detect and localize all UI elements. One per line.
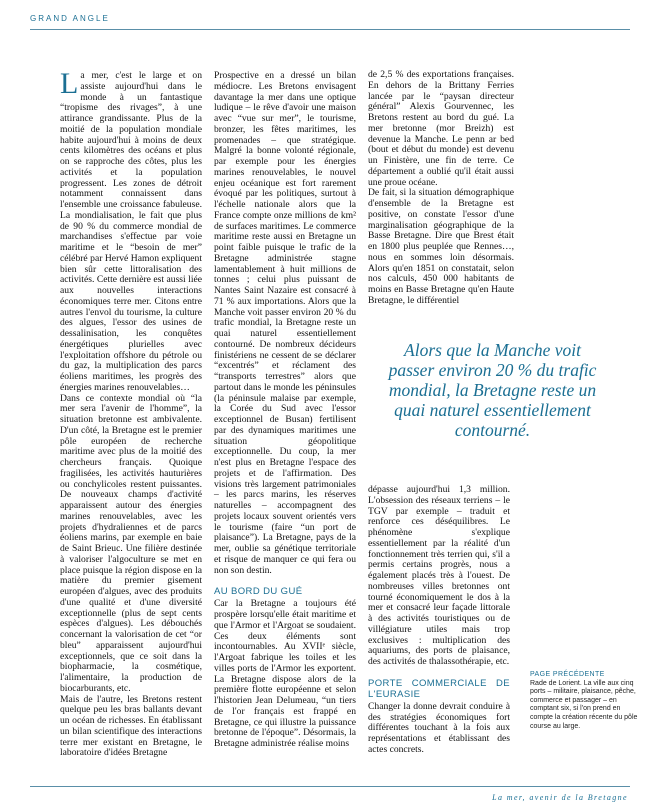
photo-caption (530, 671, 638, 731)
paragraph: Dans ce contexte mondial où “la mer sera l'avenir de l'homme”, la situation bretonne est ambivalente. D'un côté, la Bretagne est le premier pôle européen de recherche maritime avec plus de la moitié des chercheurs français. Quoique fragilisées, les activités hauturières ou conchylicoles restent puissantes. De nouveaux champs d'activité apparaissent autour des énergies marines renouvelables, avec les projets d'hydraliennes et de parcs éoliens marins, par exemple en baie de Saint Brieuc. Une filière destinée à valoriser l'algoculture se met en place puisque la région dispose en la matière du premier gisement européen d'algues, avec des produits d'une qualité et d'une diversité exceptionnelle (plus de sept cents espèces d'algues). Les débouchés concernant la valorisation de cet “or bleu” apparaissent aujourd'hui exceptionnels, que ce soit dans la biopharmacie, la cosmétique, l'alimentaire, la production de biocarburants, etc. (60, 392, 202, 694)
drop-cap: L (60, 67, 79, 100)
subheading-porte-commerciale: PORTE COMMERCIALE DE L'EURASIE (368, 677, 510, 700)
running-head: GRAND ANGLE (30, 14, 110, 23)
paragraph: Changer la donne devrait conduire à des stratégies économiques fort différentes touchant à la fois aux représentations et établissant des actes concrets. (368, 700, 510, 755)
bottom-rule (30, 786, 630, 787)
paragraph: Car la Bretagne a toujours été prospère lorsqu'elle était maritime et que l'Armor et l'Argoat se soudaient. Ces deux éléments sont incontournables. Au XVIIᵉ siècle, l'Argoat fabrique les toiles et les villes ports de l'Armor les exportent. La Bretagne dispose alors de la première flotte européenne et selon l'historien Jean Delumeau, “un tiers de l'or français est frappé en Bretagne, ce qui illustre la puissance bretonne de l'époque”. Désormais, la Bretagne administrée réalise moins (214, 598, 356, 749)
column-1 (60, 67, 202, 759)
caption-title: PAGE PRÉCÉDENTE (530, 671, 605, 678)
subheading-au-bord-du-gue: AU BORD DU GUÉ (214, 586, 303, 598)
pull-quote: Alors que la Manche voit passer environ 20 % du trafic mondial, la Bretagne reste un quai naturel essentiellement contourné. (388, 340, 597, 440)
paragraph: de 2,5 % des exportations françaises. En dehors de la Brittany Ferries lancée par le “paysan directeur général” Alexis Gourvennec, les Bretons restent au bord du gué. La mer bretonne (mor Breizh) est devenue la Manche. Le penn ar bed (bout et début du monde) est devenu un Finistère, une fin de terre. Ce département a oublié qu'il était aussi une proue océane. (368, 69, 514, 188)
caption-text: Rade de Lorient. La ville aux cinq ports – militaire, plaisance, pêche, commerce et passager – en comptant six, si l'on prend en compte la création récente du pôle course au large. (530, 679, 638, 730)
top-rule (30, 29, 630, 30)
paragraph-text: a mer, c'est le large et on assiste aujourd'hui dans le monde à un fantastique “tropisme des rivages”, à une attirance grandissante. Plus de la moitié de la population mondiale habite aujourd'hui à moins de deux cents kilomètres des océans et plus on se rapproche des côtes, plus les activités et la population progressent. Les zones de détroit notamment connaissent dans l'ensemble une croissance fabuleuse. La mondialisation, le fait que plus de 90 % du commerce mondial de marchandises s'effectue par voie maritime et le “besoin de mer” célébré par Hervé Hamon expliquent bien sûr cette littoralisation des activités. Cette dernière est aussi liée aux nouvelles interactions économiques terre mer. Citons entre autres l'envol du tourisme, la culture des algues, l'essor des usines de dessalinisation, les conquêtes énergétiques plurielles avec l'exploitation offshore du pétrole ou du gaz, la multiplication des parcs éoliens maritimes, les progrès des énergies marines renouvelables… (60, 70, 202, 393)
column-2 (214, 71, 356, 750)
column-3-bottom (368, 485, 510, 756)
paragraph: Prospective en a dressé un bilan médiocre. Les Bretons envisagent davantage la mer dans une optique ludique – le rêve d'avoir une maison avec “vue sur mer”, le tourisme, bronzer, les fêtes maritimes, les promenades – que stratégique. Malgré la bonne volonté régionale, par exemple pour les énergies marines renouvelables, le nouvel enjeu océanique est fort rarement évoqué par les politiques, surtout à l'échelle nationale alors que la France compte onze millions de km² de surfaces maritimes. Le commerce maritime reste aussi en Bretagne un point faible puisque le trafic de la Bretagne administrée stagne lamentablement à huit millions de tonnes ; celui plus puissant de Nantes Saint Nazaire est consacré à 71 % aux importations. Alors que la Manche voit passer environ 20 % du trafic mondial, la Bretagne reste un quai naturel essentiellement contourné. De nombreux décideurs finistériens ne cessent de se déclarer “excentrés” et réclament des “transports terrestres” alors que partout dans le monde les péninsules (la péninsule malaise par exemple, la Corée du Sud avec l'essor exceptionnel de Busan) fertilisent par des dynamiques maritimes une situation géopolitique exceptionnelle. Du coup, la mer n'est plus en Bretagne l'espace des projets et de l'affirmation. Des visions très largement patrimoniales – les parcs marins, les réserves naturelles – accompagnent des projets locaux souvent orientés vers le tourisme (faire “un port de plaisance”). La Bretagne, pays de la mer, oublie sa génétique territoriale et risque de manquer ce qui fera ou non son destin. (214, 70, 356, 576)
paragraph: Mais de l'autre, les Bretons restent quelque peu les bras ballants devant un océan de richesses. En établissant un bilan scientifique des interactions terre mer existant en Bretagne, le laboratoire d'idées Bretagne (60, 693, 202, 759)
column-3-top (368, 70, 514, 307)
running-footer: La mer, avenir de la Bretagne (492, 793, 628, 802)
paragraph: De fait, si la situation démographique d'ensemble de la Bretagne est positive, on constate l'essor d'une marginalisation géographique de la Basse Bretagne. Dire que Brest était en 1800 plus peuplée que Rennes…, nous en sommes loin désormais. Alors qu'en 1851 on constatait, selon nos calculs, 450 000 habitants de moins en Basse Bretagne qu'en Haute Bretagne, le différentiel (368, 187, 514, 306)
paragraph (60, 67, 202, 394)
paragraph: dépasse aujourd'hui 1,3 million. L'obsession des réseaux terriens – le TGV par exemple – traduit et renforce ces déséquilibres. Le phénomène s'explique essentiellement par la réalité d'un fonctionnement très terrien qui, s'il a permis certains progrès, nous a également placés très à l'ouest. De nombreuses villes bretonnes ont tourné économiquement le dos à la mer et consacré leur façade littorale à des activités touristiques ou de villégiature utiles mais trop exclusives : multiplication des aquariums, des ports de plaisance, des activités de thalassothérapie, etc. (368, 484, 510, 667)
